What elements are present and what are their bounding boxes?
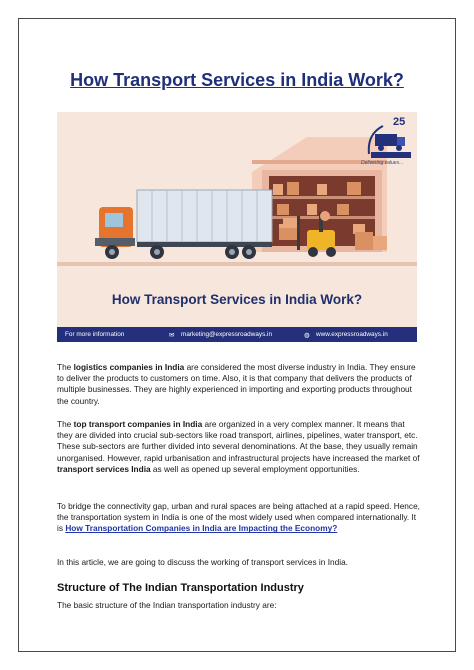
tagline: Delivering values... <box>361 160 404 166</box>
section-text: The basic structure of the Indian transportation industry are: <box>57 600 277 610</box>
banner-caption: How Transport Services in India Work? <box>111 292 363 307</box>
economy-link[interactable]: How Transportation Companies in India are Impacting the Economy? <box>65 523 338 534</box>
badge-number: 25 <box>393 116 406 128</box>
paragraph-3: To bridge the connectivity gap, urban and rural spaces are being attached at a rapid speed. Hence, the transportation system in India is one of the most widely used when compared internationally. It is How Transportation Companies in India are Impacting the Economy? <box>57 501 420 534</box>
banner-footer <box>57 327 417 342</box>
footer-email[interactable]: marketing@expressroadways.in <box>181 331 273 338</box>
web-icon: ◍ <box>304 332 310 339</box>
mail-icon: ✉ <box>169 332 175 339</box>
footer-web[interactable]: www.expressroadways.in <box>316 331 388 338</box>
section-heading: Structure of The Indian Transportation Industry <box>57 582 304 594</box>
paragraph-2: The top transport companies in India are organized in a very complex manner. It means that they are divided into crucial sub-sectors like road transport, airlines, pipelines, water transport, etc. These sub-sectors are further divided into several denominations. At the base, they usually remain unorganised. However, rapid urbanisation and infrastructural projects have increased the market of transport services India as well as opened up several employment opportunities. <box>57 419 420 474</box>
paragraph-4: In this article, we are going to discuss the working of transport services in India. <box>57 557 348 567</box>
page-title: How Transport Services in India Work? <box>70 70 404 90</box>
hero-banner <box>57 112 417 342</box>
footer-info: For more information <box>65 331 125 338</box>
paragraph-1: The logistics companies in India are considered the most diverse industry in India. They ensure to deliver the products to customers on time. Also, it is that company that delivers the products of multiple businesses. They are highly experienced in importing and exporting products throughout the country. <box>57 362 416 406</box>
